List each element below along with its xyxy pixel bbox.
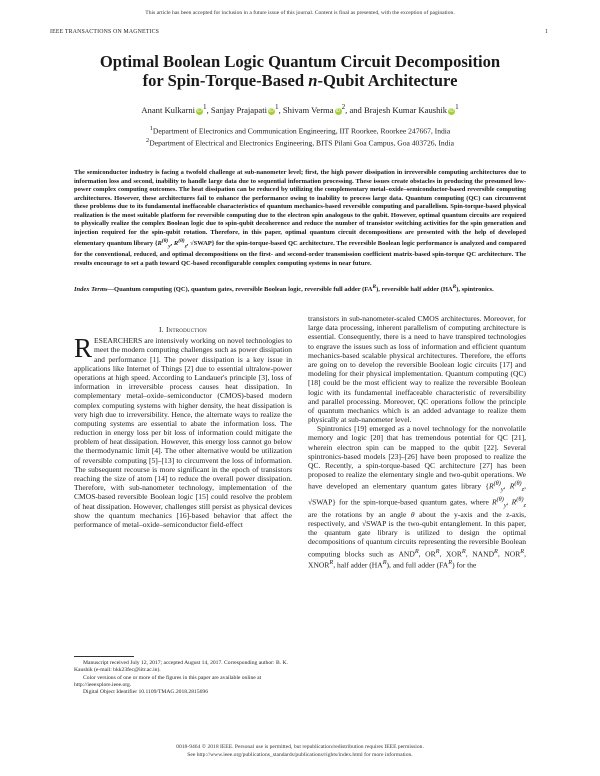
- orcid-icon[interactable]: iD: [335, 107, 341, 114]
- author-list: Anant Kulkarni $iD^1$, Sanjay Prajapati $iD^1$, Shivam Verma $iD^2$, and Brajesh Kumar Kaushik $iD^1$: [141, 103, 459, 115]
- footnote-received: Manuscript received July 12, 2017; accepted August 14, 2017. Corresponding author: B. K. Kaushik (e-mail: bkk23fec@iitr.ac.in).: [74, 660, 288, 674]
- footnotes: [74, 660, 292, 696]
- abstract: The semiconductor industry is facing a twofold challenge at sub-nanometer level; first, the high power dissipation in irreversible computing architectures due to information loss and second, inability to handle large data due to sequential information processing. These issues create obstacles in producing the presumed low-power complex computing outcomes. The heat dissipation can be reduced by utilizing the complementary metal–oxide–semiconductor-based reversible computing architectures. However, these architectures fail to enhance the performance owing to inability to process large data. Quantum computing (QC) can circumvent these problems due to its fundamental ineffaceable characteristics of quantum mechanics-based reversible computing and parallelism. Spin-torque-based physical realization is the most suitable platform for reversible computing due to the electron spin analogous to the qubit. However, optimal quantum circuits are required to physically realize the complex Boolean logic due to spin-qubit decoherence and reduce the number of transistor switching activities for the spin generation and injection required for the spin-qubit rotation. Therefore, in this paper, optimal quantum circuit decompositions are presented with the help of developed elementary quantum library {$R^{(\theta)}_y$, $R^{(\theta)}_z$, √SWAP} for the spin-torque-based QC architecture. The reversible Boolean logic performance is analyzed and compared for the conventional, reduced, and optimal decompositions on the first- and second-order transmission coefficient matrix-based spin-torque QC architecture. The results encourage to set a path toward QC-based reconfigurable complex computing systems in near future.: [74, 169, 527, 267]
- rights-link-line[interactable]: See http://www.ieee.org/publications_standards/publications/rights/index.html for more information.: [187, 752, 413, 758]
- affiliation-2: $^2$Department of Electrical and Electronics Engineering, BITS Pilani Goa Campus, Goa 403726, India: [146, 137, 454, 148]
- intro-paragraph-1-cont: transistors in sub-nanometer-scaled CMOS architectures. Moreover, for large data processing, inherent parallelism of computing architecture is essential. Consequently, there is a need to have transpired technologies to engrave the issues such as loss of information and efficient quantum mechanics-based scalable physical architectures. Therefore, the efforts are going on to develop the reversible Boolean logic circuits [17] and modeling for their physical implementation. Quantum computing (QC) [18] could be the most efficient way to realize the reversible Boolean logic with its fundamental ineffaceable characteristic of reversibility and parallel processing. Moreover, QC operations follow the principle of quantum mechanics which is an added advantage to realize them physically at sub-nanometer level.: [308, 314, 526, 425]
- copyright-line: 0018-9464 © 2018 IEEE. Personal use is permitted, but republication/redistribution requires IEEE permission.: [176, 744, 424, 750]
- copyright-footer: [0, 743, 600, 759]
- index-terms: Index Terms—Quantum computing (QC), quantum gates, reversible Boolean logic, reversible full adder $(FA^R)$, reversible half adder $(HA^R)$, spintronics.: [74, 284, 494, 294]
- author-name[interactable]: Brajesh Kumar Kaushik: [364, 104, 448, 115]
- orcid-icon[interactable]: iD: [269, 107, 274, 114]
- title-line-2: for Spin-Torque-Based n-Qubit Architecture: [142, 71, 458, 90]
- author-name[interactable]: Sanjay Prajapati: [210, 104, 267, 115]
- page-number: 1: [545, 29, 548, 35]
- intro-paragraph-2: Spintronics [19] emerged as a novel technology for the nonvolatile memory and logic [20] that has tremendous potential for QC [21], wherein electron spin can be mapped to the qubit [22]. Several spintronics-based models [23]–[26] have been proposed to realize the QC. Recently, a spin-torque-based QC architecture [27] has been proposed to realize the elementary single and two-qubit operations. We have developed an elementary quantum gates library {$R^{(\theta)}_y$, $R^{(\theta)}_z$, √SWAP} for the spin-torque-based quantum gates, where $R^{(\theta)}_y$, $R^{(\theta)}_z$ are the rotations by an angle θ about the y-axis and the z-axis, respectively, and √SWAP is the two-qubit entanglement. In this paper, the quantum gate library is utilized to design the optimal decompositions of quantum circuits representing the reversible Boolean computing blocks such as $AND^R$, $OR^R$, $XOR^R$, $NAND^R$, $NOR^R$, $XNOR^R$, half adder $(HA^R)$, and full adder $(FA^R)$ for the: [308, 424, 527, 570]
- footnote-doi: Digital Object Identifier 10.1109/TMAG.2018.2815696: [83, 689, 209, 696]
- left-column: [74, 325, 292, 529]
- drop-cap: R: [74, 333, 93, 364]
- paper-title: [40, 52, 560, 90]
- section-heading: I. Introduction: [159, 325, 207, 334]
- intro-paragraph-1: RESEARCHERS are intensively working on novel technologies to meet the modern computing challenges such as power dissipation and performance [1]. The power dissipation is a key issue in applications like Internet of Things [2] due to essential ultralow-power operations at high speed. According to Landauer's principle [3], loss of information in irreversible process causes heat dissipation. In complementary metal–oxide–semiconductor (CMOS)-based modern complex computing systems with higher density, the heat dissipation is very high due to irreversibility. Hence, the alternate ways to realize the computing systems are essential to abate the information loss. The reduction in energy loss per bit loss of information could mitigate the problem of heat dissipation. However, this energy loss cannot go below the thermodynamic limit [4]. The other alternative would be utilization of reversible computing [5]–[13] to circumvent the loss of information. The subsequent recourse is more significant in the epoch of transistors reaching the size of atom [14] to reduce the overall power dissipation. Therefore, with sub-nanometer technology, implementation of the CMOS-based reversible Boolean logic [15] could resolve the problem of heat dissipation. However, challenges still persist as physical devices show the quantum mechanics [16]-based behavior that affect the performance of metal–oxide–semiconductor field-effect: [74, 333, 292, 529]
- orcid-icon[interactable]: iD: [449, 107, 454, 114]
- right-column: [308, 314, 526, 570]
- title-line-1: Optimal Boolean Logic Quantum Circuit Decomposition: [99, 52, 501, 71]
- acceptance-notice: This article has been accepted for inclusion in a future issue of this journal. Content is final as presented, with the exception of pagination.: [145, 10, 455, 16]
- affiliation-1: $^1$Department of Electronics and Communication Engineering, IIT Roorkee, Roorkee 247667, India: [149, 125, 451, 136]
- author-name[interactable]: Shivam Verma: [282, 104, 334, 115]
- author-name[interactable]: Anant Kulkarni: [141, 104, 196, 115]
- orcid-icon[interactable]: iD: [197, 107, 202, 114]
- journal-name: IEEE TRANSACTIONS ON MAGNETICS: [50, 29, 160, 35]
- footnote-rule: [74, 656, 134, 657]
- footnote-color: Color versions of one or more of the figures in this paper are available online at http://ieeexplore.ieee.org.: [74, 674, 262, 688]
